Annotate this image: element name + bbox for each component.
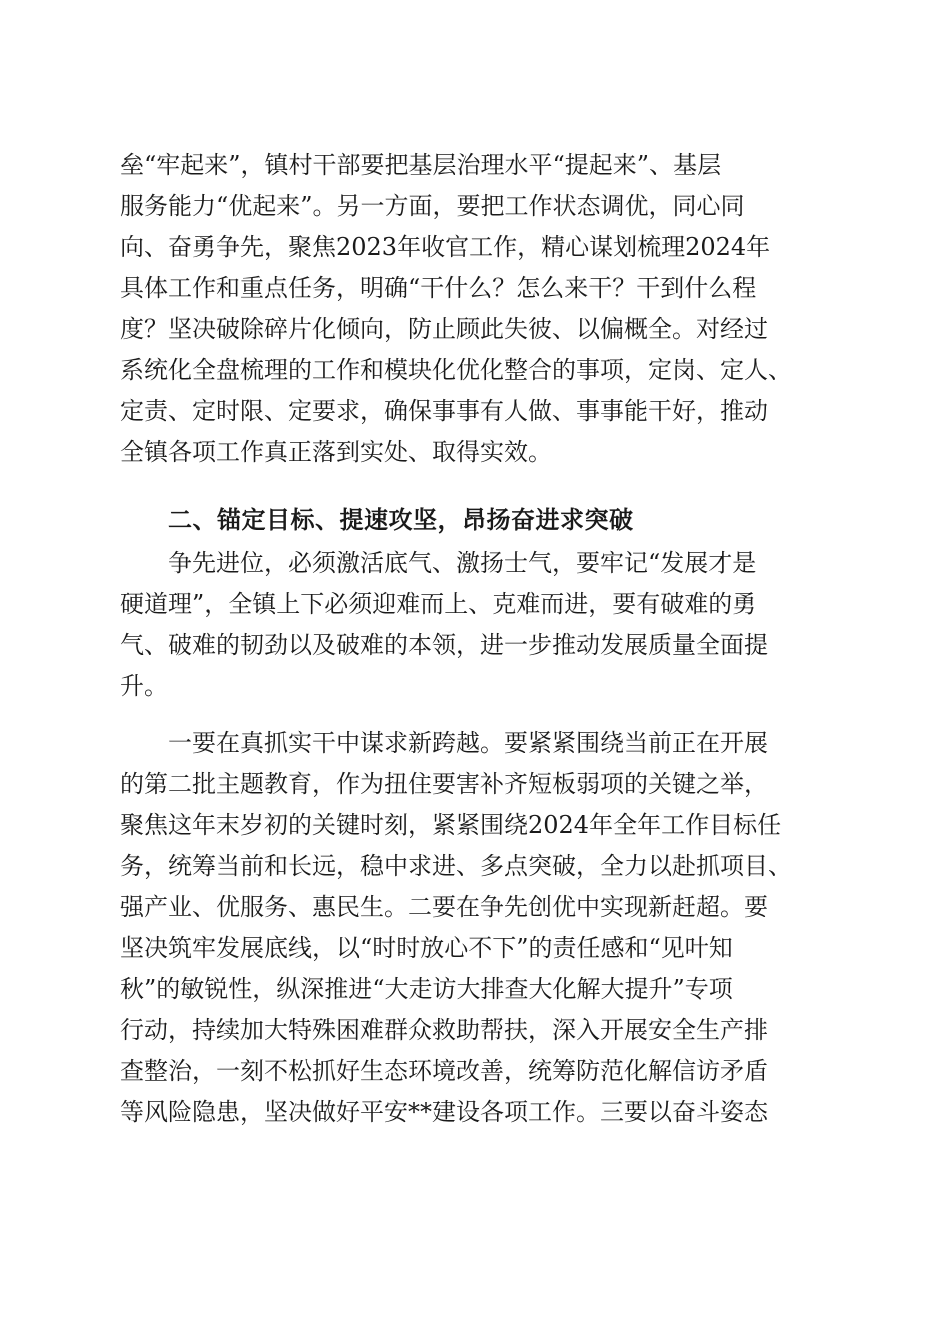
text-line: 垒“牢起来”，镇村干部要把基层治理水平“提起来”、基层	[120, 151, 722, 179]
text-line: 度？坚决破除碎片化倾向，防止顾此失彼、以偏概全。对经过	[120, 315, 768, 343]
text-line: 争先进位，必须激活底气、激扬士气，要牢记“发展才是	[168, 549, 757, 577]
text-line: 秋”的敏锐性，纵深推进“大走访大排查大化解大提升”专项	[120, 975, 733, 1003]
text-line: 一要在真抓实干中谋求新跨越。要紧紧围绕当前正在开展	[168, 729, 768, 757]
paragraph-tasks	[120, 723, 840, 1133]
text-line: 气、破难的韧劲以及破难的本领，进一步推动发展质量全面提	[120, 631, 768, 659]
text-line: 等风险隐患，坚决做好平安**建设各项工作。三要以奋斗姿态	[120, 1098, 768, 1126]
text-line: 向、奋勇争先，聚焦2023年收官工作，精心谋划梳理2024年	[120, 233, 771, 261]
paragraph-continued	[120, 145, 840, 473]
text-line: 全镇各项工作真正落到实处、取得实效。	[120, 438, 552, 466]
text-line: 查整治，一刻不松抓好生态环境改善，统筹防范化解信访矛盾	[120, 1057, 768, 1085]
text-line: 升。	[120, 672, 168, 700]
text-line: 强产业、优服务、惠民生。二要在争先创优中实现新赶超。要	[120, 893, 768, 921]
text-line: 的第二批主题教育，作为扭住要害补齐短板弱项的关键之举，	[120, 770, 768, 798]
text-line: 具体工作和重点任务，明确“干什么？怎么来干？干到什么程	[120, 274, 757, 302]
text-line: 行动，持续加大特殊困难群众救助帮扶，深入开展安全生产排	[120, 1016, 768, 1044]
paragraph-intro	[120, 543, 840, 707]
text-line: 系统化全盘梳理的工作和模块化优化整合的事项，定岗、定人、	[120, 356, 792, 384]
text-line: 服务能力“优起来”。另一方面，要把工作状态调优，同心同	[120, 192, 745, 220]
text-line: 坚决筑牢发展底线，以“时时放心不下”的责任感和“见叶知	[120, 934, 733, 962]
section-heading-text: 二、锚定目标、提速攻坚，昂扬奋进求突破	[168, 506, 634, 534]
section-heading	[120, 500, 840, 541]
text-line: 务，统筹当前和长远，稳中求进、多点突破，全力以赴抓项目、	[120, 852, 792, 880]
text-line: 硬道理”，全镇上下必须迎难而上、克难而进，要有破难的勇	[120, 590, 757, 618]
text-line: 定责、定时限、定要求，确保事事有人做、事事能干好，推动	[120, 397, 768, 425]
text-line: 聚焦这年末岁初的关键时刻，紧紧围绕2024年全年工作目标任	[120, 811, 782, 839]
